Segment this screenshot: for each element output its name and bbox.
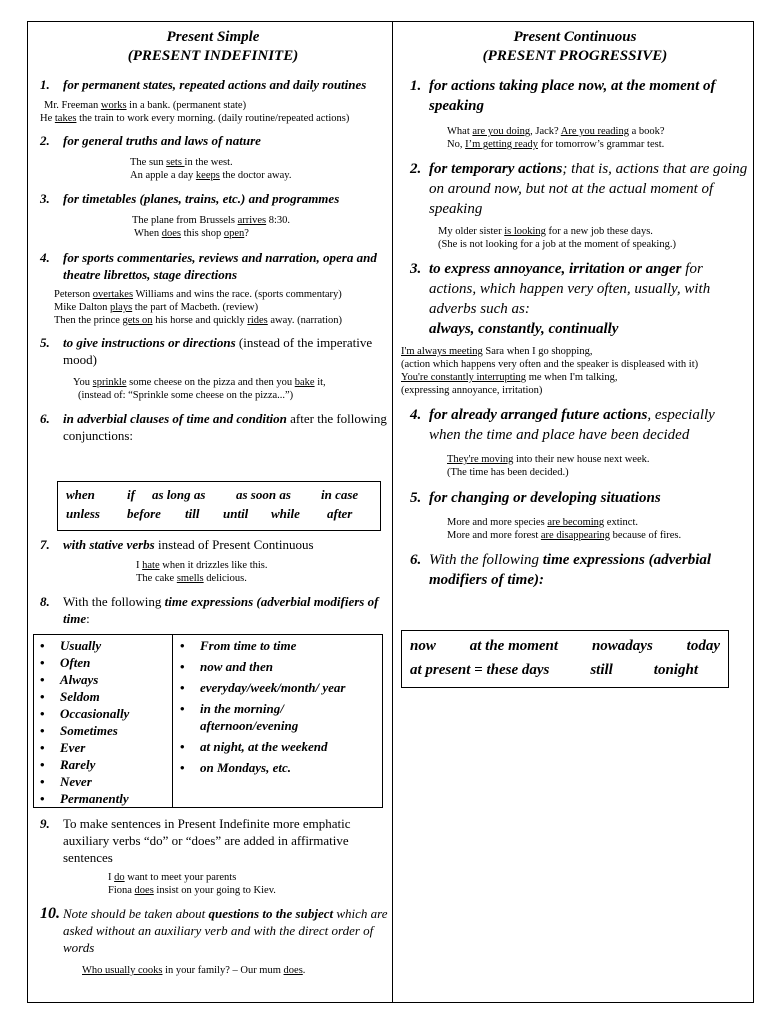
left-subtitle: (PRESENT INDEFINITE) [127, 48, 299, 64]
list-item: • From time to time [174, 637, 379, 654]
list-item: • Ever [34, 739, 172, 756]
ps-example-4b: Mike Dalton plays the part of Macbeth. (review) [54, 302, 259, 313]
ps-example-4a: Peterson overtakes Williams and wins the race. (sports commentary) [54, 289, 342, 300]
pc-example-5b: More and more forest are disappearing because of fires. [447, 530, 682, 541]
ps-example-7a: I hate when it drizzles like this. [136, 560, 268, 571]
list-item: • Occasionally [34, 705, 172, 722]
ps-item-5: 5. to give instructions or directions (instead of the imperative mood) [40, 335, 373, 367]
right-subtitle: (PRESENT PROGRESSIVE) [482, 48, 668, 64]
pc-item-2: 2. for temporary actions; that is, actions that are going on around now, but not at the actual moment of speaking [410, 161, 748, 217]
pc-example-2b: (She is not looking for a job at the moment of speaking.) [438, 239, 676, 250]
pc-example-3b: (action which happens very often and the speaker is displeased with it) [401, 359, 699, 370]
left-title: Present Simple [166, 29, 260, 45]
pc-item-3: 3. to express annoyance, irritation or anger for actions, which happen very often, usually, with adverbs such as: always, constantly, continually [410, 261, 711, 337]
list-item: • Rarely [34, 756, 172, 773]
ps-example-1b: He takes the train to work every morning. (daily routine/repeated actions) [40, 113, 350, 124]
list-item: • Usually [34, 637, 172, 654]
list-item: • everyday/week/month/ year [174, 679, 379, 696]
list-item: • Sometimes [34, 722, 172, 739]
ps-item-4: 4. for sports commentaries, reviews and narration, opera and theatre librettos, stage directions [40, 250, 377, 282]
pc-time-expressions-box [401, 630, 729, 688]
pc-example-2a: My older sister is looking for a new job these days. [438, 226, 653, 237]
right-title: Present Continuous [513, 29, 637, 45]
pc-example-4b: (The time has been decided.) [447, 467, 569, 478]
ps-item-9: 9. To make sentences in Present Indefinite more emphatic auxiliary verbs “do” or “does” are added in affirmative sentences [40, 816, 351, 865]
ps-item-3: 3. for timetables (planes, trains, etc.) and programmes [40, 191, 340, 206]
ps-example-2a: The sun sets in the west. [130, 157, 233, 168]
pc-item-4: 4. for already arranged future actions, especially when the time and place have been decided [410, 407, 715, 443]
pc-example-3c: You're constantly interrupting me when I'm talking, [401, 372, 618, 383]
list-item: • Never [34, 773, 172, 790]
present-continuous-column [400, 28, 750, 590]
ps-example-5b: (instead of: “Sprinkle some cheese on the pizza...”) [78, 390, 294, 401]
conjunctions-box [57, 481, 381, 531]
ps-example-4c: Then the prince gets on his horse and quickly rides away. (narration) [54, 315, 343, 326]
ps-example-3b: When does this shop open? [134, 228, 249, 239]
pc-example-3d: (expressing annoyance, irritation) [401, 385, 543, 396]
ps-item-10: 10. Note should be taken about questions to the subject which are asked without an auxiliary verb and with the direct order of words [40, 905, 388, 955]
ps-example-3a: The plane from Brussels arrives 8:30. [132, 215, 291, 226]
column-divider [392, 21, 393, 1003]
ps-item-2: 2. for general truths and laws of nature [40, 133, 261, 148]
pc-item-6: 6. With the following time expressions (adverbial modifiers of time): [410, 552, 712, 588]
pc-example-3a: I'm always meeting Sara when I go shopping, [401, 346, 593, 357]
pc-time-row-2: at present = these days still tonight [410, 662, 698, 678]
list-item: • Often [34, 654, 172, 671]
list-item: • Always [34, 671, 172, 688]
ps-example-9b: Fiona does insist on your going to Kiev. [108, 885, 276, 896]
present-simple-column-bottom [38, 815, 388, 977]
ps-example-7b: The cake smells delicious. [136, 573, 247, 584]
pc-item-1: 1. for actions taking place now, at the moment of speaking [410, 78, 716, 114]
pc-example-5a: More and more species are becoming extinct. [447, 517, 638, 528]
ps-example-9a: I do want to meet your parents [108, 872, 237, 883]
pc-example-1a: What are you doing, Jack? Are you reading a book? [447, 126, 665, 137]
list-item: • now and then [174, 658, 379, 675]
ps-item-1: 1. for permanent states, repeated actions and daily routines [40, 77, 367, 92]
list-item: • Seldom [34, 688, 172, 705]
list-item: • at night, at the weekend [174, 738, 379, 755]
present-simple-column [38, 28, 388, 444]
adverbs-right-list [174, 637, 379, 776]
ps-item-6: 6. in adverbial clauses of time and condition after the following conjunctions: [40, 411, 387, 443]
present-simple-column-lower [38, 536, 388, 627]
conjunctions-row-1: when if as long as as soon as in case [66, 487, 359, 502]
pc-time-row-1: now at the moment nowadays today [410, 638, 720, 654]
ps-example-1a: Mr. Freeman works in a bank. (permanent state) [44, 100, 247, 111]
pc-item-5: 5. for changing or developing situations [410, 490, 661, 506]
ps-example-5a: You sprinkle some cheese on the pizza and then you bake it, [73, 377, 326, 388]
ps-example-2b: An apple a day keeps the doctor away. [130, 170, 292, 181]
list-item: • Permanently [34, 790, 172, 807]
pc-example-1b: No, I’m getting ready for tomorrow’s grammar test. [447, 139, 665, 150]
list-item: • on Mondays, etc. [174, 759, 379, 776]
ps-item-7: 7. with stative verbs instead of Present Continuous [40, 537, 314, 552]
list-item: • in the morning/ afternoon/evening [174, 700, 320, 734]
table-divider [172, 635, 173, 807]
adverbs-left-list [34, 637, 172, 807]
time-expressions-table [33, 634, 383, 808]
conjunctions-row-2: unless before till until while after [66, 506, 353, 521]
pc-example-4a: They're moving into their new house next week. [447, 454, 650, 465]
ps-item-8: 8. With the following time expressions (adverbial modifiers of time: [40, 594, 379, 626]
ps-example-10: Who usually cooks in your family? – Our mum does. [82, 965, 306, 976]
